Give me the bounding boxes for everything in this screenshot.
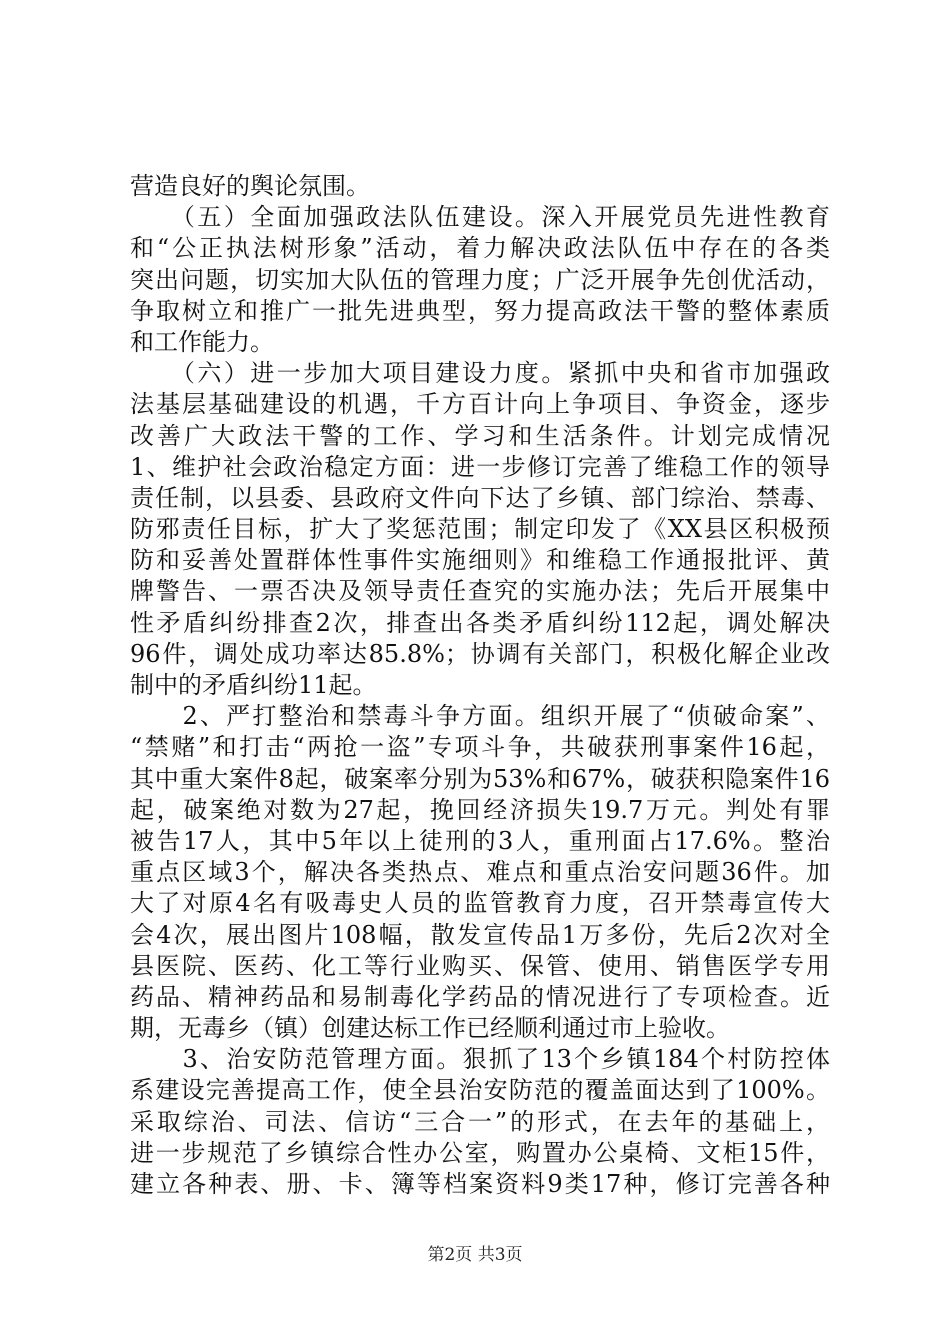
text-line: 责任制，以县委、县政府文件向下达了乡镇、部门综治、禁毒、	[130, 484, 830, 512]
text-line: （六）进一步加大项目建设力度。紧抓中央和省市加强政	[130, 359, 830, 387]
text-line: 系建设完善提高工作，使全县治安防范的覆盖面达到了100%。	[130, 1076, 830, 1104]
text-line: 起，破案绝对数为27起，挽回经济损失19.7万元。判处有罪	[130, 796, 830, 824]
text-line: （五）全面加强政法队伍建设。深入开展党员先进性教育	[130, 203, 830, 231]
text-line: 争取树立和推广一批先进典型，努力提高政法干警的整体素质	[130, 297, 830, 325]
text-line: 药品、精神药品和易制毒化学药品的情况进行了专项检查。近	[130, 983, 830, 1011]
text-line: 法基层基础建设的机遇，千方百计向上争项目、争资金，逐步	[130, 390, 830, 418]
text-line: 96件，调处成功率达85.8%；协调有关部门，积极化解企业改	[130, 640, 830, 668]
text-line: 采取综治、司法、信访“三合一”的形式，在去年的基础上，	[130, 1108, 830, 1136]
text-line: 2、严打整治和禁毒斗争方面。组织开展了“侦破命案”、	[130, 702, 830, 730]
text-line: 期，无毒乡（镇）创建达标工作已经顺利通过市上验收。	[130, 1014, 730, 1042]
text-line: 制中的矛盾纠纷11起。	[130, 671, 377, 699]
text-line: 性矛盾纠纷排查2次，排查出各类矛盾纠纷112起，调处解决	[130, 609, 830, 637]
text-line: 会4次，展出图片108幅，散发宣传品1万多份，先后2次对全	[130, 921, 830, 949]
text-line: 县医院、医药、化工等行业购买、保管、使用、销售医学专用	[130, 952, 830, 980]
text-line: 营造良好的舆论氛围。	[130, 172, 370, 200]
page-footer: 第2页 共3页	[427, 1245, 523, 1265]
text-line: 其中重大案件8起，破案率分别为53%和67%，破获积隐案件16	[130, 765, 830, 793]
text-line: 被告17人，其中5年以上徒刑的3人，重刑面占17.6%。整治	[130, 827, 830, 855]
text-line: 建立各种表、册、卡、簿等档案资料9类17种，修订完善各种	[130, 1170, 830, 1198]
text-line: 进一步规范了乡镇综合性办公室，购置办公桌椅、文柜15件，	[130, 1139, 830, 1167]
text-line: 和工作能力。	[130, 328, 274, 356]
text-line: 重点区域3个，解决各类热点、难点和重点治安问题36件。加	[130, 858, 830, 886]
text-line: 牌警告、一票否决及领导责任查究的实施办法；先后开展集中	[130, 577, 830, 605]
text-line: 和“公正执法树形象”活动，着力解决政法队伍中存在的各类	[130, 234, 830, 262]
text-line: 防和妥善处置群体性事件实施细则》和维稳工作通报批评、黄	[130, 546, 830, 574]
text-line: 1、维护社会政治稳定方面：进一步修订完善了维稳工作的领导	[130, 453, 830, 481]
text-line: 突出问题，切实加大队伍的管理力度；广泛开展争先创优活动，	[130, 266, 830, 294]
text-line: 大了对原4名有吸毒史人员的监管教育力度，召开禁毒宣传大	[130, 889, 830, 917]
text-line: 3、治安防范管理方面。狠抓了13个乡镇184个村防控体	[130, 1045, 830, 1073]
text-line: 改善广大政法干警的工作、学习和生活条件。计划完成情况	[130, 422, 830, 450]
text-line: 防邪责任目标，扩大了奖惩范围；制定印发了《XX县区积极预	[130, 515, 830, 543]
text-line: “禁赌”和打击“两抢一盗”专项斗争，共破获刑事案件16起，	[130, 733, 830, 761]
